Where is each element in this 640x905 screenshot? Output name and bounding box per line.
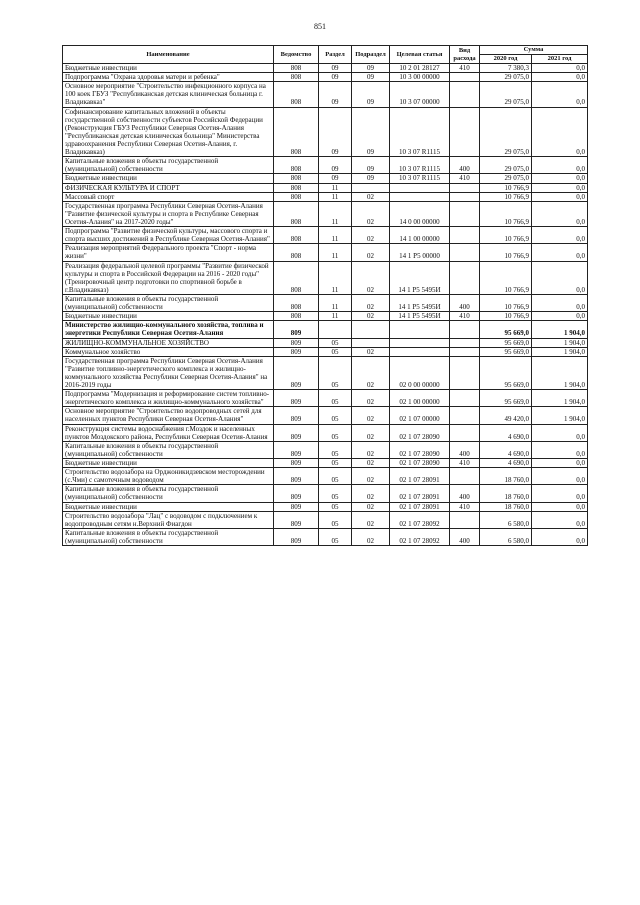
table-row xyxy=(63,201,588,226)
row-subsection: 02 xyxy=(352,485,390,502)
row-subsection: 02 xyxy=(352,468,390,485)
row-section: 11 xyxy=(319,201,352,226)
row-expense-type xyxy=(450,192,480,201)
row-expense-type: 410 xyxy=(450,459,480,468)
row-ministry: 809 xyxy=(274,502,319,511)
row-section: 05 xyxy=(319,441,352,458)
row-section: 05 xyxy=(319,511,352,528)
row-expense-type: 400 xyxy=(450,441,480,458)
row-sum-2021: 1 904,0 xyxy=(532,338,588,347)
row-expense-type xyxy=(450,183,480,192)
row-name: Коммунальное хозяйство xyxy=(63,347,274,356)
row-sum-2021: 0,0 xyxy=(532,174,588,183)
row-target: 14 0 00 00000 xyxy=(390,201,450,226)
row-sum-2021: 0,0 xyxy=(532,183,588,192)
row-subsection: 02 xyxy=(352,312,390,321)
header-year-2020: 2020 год xyxy=(480,55,532,64)
row-sum-2020: 49 420,0 xyxy=(480,407,532,424)
row-name: Бюджетные инвестиции xyxy=(63,64,274,73)
row-sum-2021: 0,0 xyxy=(532,441,588,458)
row-expense-type xyxy=(450,73,480,82)
row-section: 11 xyxy=(319,227,352,244)
row-sum-2021: 0,0 xyxy=(532,468,588,485)
row-target xyxy=(390,183,450,192)
row-target: 02 1 07 28091 xyxy=(390,485,450,502)
row-section: 05 xyxy=(319,502,352,511)
row-sum-2020: 95 669,0 xyxy=(480,338,532,347)
row-sum-2020: 29 075,0 xyxy=(480,157,532,174)
row-expense-type: 410 xyxy=(450,174,480,183)
row-name: Подпрограмма "Развитие физической культуры, массового спорта и спорта высших достижений в Республике Северная Осетия-Алания" xyxy=(63,227,274,244)
row-ministry: 808 xyxy=(274,107,319,157)
row-subsection: 02 xyxy=(352,390,390,407)
row-ministry: 809 xyxy=(274,338,319,347)
row-subsection: 02 xyxy=(352,192,390,201)
row-subsection: 02 xyxy=(352,261,390,294)
row-sum-2021: 0,0 xyxy=(532,64,588,73)
row-section: 11 xyxy=(319,244,352,261)
row-target: 14 1 P5 5495И xyxy=(390,312,450,321)
row-sum-2021: 0,0 xyxy=(532,459,588,468)
row-target: 02 1 07 28090 xyxy=(390,441,450,458)
table-row xyxy=(63,347,588,356)
table-row xyxy=(63,321,588,338)
header-target: Целевая статья xyxy=(390,46,450,64)
row-name: Бюджетные инвестиции xyxy=(63,312,274,321)
row-ministry: 809 xyxy=(274,347,319,356)
table-row xyxy=(63,528,588,545)
row-subsection: 02 xyxy=(352,424,390,441)
row-sum-2020: 10 766,9 xyxy=(480,227,532,244)
row-ministry: 808 xyxy=(274,294,319,311)
row-name: Реконструкция системы водоснабжения г.Моздок и населенных пунктов Моздокского района, Республики Северная Осетия-Алания xyxy=(63,424,274,441)
row-target xyxy=(390,347,450,356)
row-expense-type: 400 xyxy=(450,528,480,545)
row-sum-2020: 10 766,9 xyxy=(480,183,532,192)
row-sum-2020: 10 766,9 xyxy=(480,261,532,294)
row-expense-type xyxy=(450,321,480,338)
row-section: 05 xyxy=(319,424,352,441)
row-expense-type xyxy=(450,107,480,157)
row-sum-2021: 0,0 xyxy=(532,502,588,511)
row-name: Капитальные вложения в объекты государственной (муниципальной) собственности xyxy=(63,485,274,502)
row-sum-2020: 10 766,9 xyxy=(480,201,532,226)
row-sum-2020: 29 075,0 xyxy=(480,73,532,82)
row-ministry: 808 xyxy=(274,192,319,201)
table-row xyxy=(63,424,588,441)
row-sum-2021: 1 904,0 xyxy=(532,347,588,356)
row-subsection: 09 xyxy=(352,174,390,183)
row-target: 02 0 00 00000 xyxy=(390,356,450,389)
row-sum-2021: 0,0 xyxy=(532,227,588,244)
row-name: Строительство водозабора на Орджоникидзевском месторождении (с.Чми) с самотечным водоводом xyxy=(63,468,274,485)
row-sum-2020: 18 760,0 xyxy=(480,485,532,502)
row-sum-2021: 0,0 xyxy=(532,82,588,107)
row-ministry: 808 xyxy=(274,261,319,294)
row-subsection: 02 xyxy=(352,201,390,226)
row-name: Основное мероприятие "Строительство водопроводных сетей для населенных пунктов Республики Северная Осетия-Алания" xyxy=(63,407,274,424)
row-subsection: 09 xyxy=(352,107,390,157)
row-sum-2020: 4 690,0 xyxy=(480,441,532,458)
row-subsection: 02 xyxy=(352,356,390,389)
row-sum-2020: 4 690,0 xyxy=(480,459,532,468)
table-row xyxy=(63,407,588,424)
row-section: 05 xyxy=(319,459,352,468)
table-row xyxy=(63,485,588,502)
row-name: ЖИЛИЩНО-КОММУНАЛЬНОЕ ХОЗЯЙСТВО xyxy=(63,338,274,347)
table-row xyxy=(63,468,588,485)
row-section: 09 xyxy=(319,82,352,107)
row-expense-type xyxy=(450,261,480,294)
row-expense-type xyxy=(450,511,480,528)
row-target: 02 1 07 28091 xyxy=(390,502,450,511)
table-row xyxy=(63,64,588,73)
row-name: Бюджетные инвестиции xyxy=(63,459,274,468)
row-name: ФИЗИЧЕСКАЯ КУЛЬТУРА И СПОРТ xyxy=(63,183,274,192)
table-row xyxy=(63,511,588,528)
row-name: Основное мероприятие "Строительство инфекционного корпуса на 100 коек ГБУЗ "Республиканская детская клиническая больница г. Владикавказ" xyxy=(63,82,274,107)
row-section: 09 xyxy=(319,157,352,174)
row-subsection: 02 xyxy=(352,441,390,458)
page-number: 851 xyxy=(314,22,326,31)
row-ministry: 808 xyxy=(274,201,319,226)
row-sum-2020: 95 669,0 xyxy=(480,347,532,356)
row-subsection: 02 xyxy=(352,502,390,511)
row-ministry: 809 xyxy=(274,459,319,468)
row-target: 10 3 07 R1115 xyxy=(390,157,450,174)
table-row xyxy=(63,294,588,311)
table-row xyxy=(63,356,588,389)
row-ministry: 808 xyxy=(274,157,319,174)
row-target: 14 1 P5 5495И xyxy=(390,261,450,294)
row-sum-2020: 95 669,0 xyxy=(480,390,532,407)
row-section: 05 xyxy=(319,347,352,356)
row-name: Софинансирование капитальных вложений в объекты государственной собственности субъектов Российской Федерации (Реконструкция ГБУЗ Республики Северная Осетия-Алания "Республиканская детская клиническая больница" Министерства здравоохранения Республики Северная Осетия-Алания, г. Владикавказ) xyxy=(63,107,274,157)
row-section: 05 xyxy=(319,390,352,407)
table-row xyxy=(63,390,588,407)
table-row xyxy=(63,192,588,201)
row-subsection: 02 xyxy=(352,227,390,244)
row-target xyxy=(390,192,450,201)
row-sum-2021: 0,0 xyxy=(532,157,588,174)
row-subsection: 02 xyxy=(352,459,390,468)
row-ministry: 808 xyxy=(274,227,319,244)
row-section: 05 xyxy=(319,407,352,424)
row-ministry: 809 xyxy=(274,390,319,407)
row-section: 11 xyxy=(319,192,352,201)
row-subsection: 02 xyxy=(352,294,390,311)
row-sum-2020: 6 580,0 xyxy=(480,511,532,528)
table-row xyxy=(63,441,588,458)
header-section: Раздел xyxy=(319,46,352,64)
row-sum-2021: 0,0 xyxy=(532,244,588,261)
row-name: Капитальные вложения в объекты государственной (муниципальной) собственности xyxy=(63,441,274,458)
budget-table xyxy=(62,45,588,546)
row-sum-2021: 0,0 xyxy=(532,528,588,545)
row-name: Государственная программа Республики Северная Осетия-Алания "Развитие физической культуры и спорта в Республике Северная Осетия-Алания" на 2017-2020 годы" xyxy=(63,201,274,226)
header-sum: Сумма xyxy=(480,46,588,55)
row-target: 02 1 07 00000 xyxy=(390,407,450,424)
row-name: Строительство водозабора "Лац" с водоводом с подключением к водопроводным сетям н.Верхний Фиагдон xyxy=(63,511,274,528)
table-row xyxy=(63,183,588,192)
row-ministry: 809 xyxy=(274,528,319,545)
row-subsection: 02 xyxy=(352,347,390,356)
table-row xyxy=(63,227,588,244)
row-name: Министерство жилищно-коммунального хозяйства, топлива и энергетики Республики Северная Осетия-Алания xyxy=(63,321,274,338)
row-section: 09 xyxy=(319,73,352,82)
row-sum-2020: 18 760,0 xyxy=(480,502,532,511)
row-target: 10 3 00 00000 xyxy=(390,73,450,82)
row-subsection xyxy=(352,183,390,192)
row-expense-type xyxy=(450,244,480,261)
row-ministry: 809 xyxy=(274,321,319,338)
row-expense-type: 400 xyxy=(450,485,480,502)
row-name: Бюджетные инвестиции xyxy=(63,502,274,511)
row-sum-2021: 0,0 xyxy=(532,192,588,201)
row-sum-2021: 0,0 xyxy=(532,424,588,441)
row-expense-type xyxy=(450,390,480,407)
row-expense-type: 410 xyxy=(450,312,480,321)
row-ministry: 808 xyxy=(274,174,319,183)
row-expense-type xyxy=(450,201,480,226)
row-name: Капитальные вложения в объекты государственной (муниципальной) собственности xyxy=(63,528,274,545)
row-target: 10 3 07 00000 xyxy=(390,82,450,107)
table-row xyxy=(63,73,588,82)
row-expense-type xyxy=(450,227,480,244)
row-subsection: 02 xyxy=(352,511,390,528)
row-target: 14 1 P5 5495И xyxy=(390,294,450,311)
row-name: Государственная программа Республики Северная Осетия-Алания "Развитие топливно-энергетического комплекса и жилищно-коммунального хозяйства Республики Северная Осетия-Алания" на 2016-2019 годы xyxy=(63,356,274,389)
row-target: 10 2 01 28127 xyxy=(390,64,450,73)
row-section: 11 xyxy=(319,183,352,192)
row-section: 11 xyxy=(319,294,352,311)
row-target: 14 1 P5 00000 xyxy=(390,244,450,261)
row-target: 02 1 07 28091 xyxy=(390,468,450,485)
row-sum-2021: 0,0 xyxy=(532,312,588,321)
row-sum-2020: 4 690,0 xyxy=(480,424,532,441)
row-subsection: 02 xyxy=(352,244,390,261)
row-sum-2021: 0,0 xyxy=(532,485,588,502)
row-sum-2021: 1 904,0 xyxy=(532,321,588,338)
row-ministry: 809 xyxy=(274,441,319,458)
row-target xyxy=(390,321,450,338)
row-section: 05 xyxy=(319,485,352,502)
row-expense-type xyxy=(450,338,480,347)
row-name: Массовый спорт xyxy=(63,192,274,201)
row-target: 02 1 07 28092 xyxy=(390,528,450,545)
row-ministry: 808 xyxy=(274,64,319,73)
row-ministry: 808 xyxy=(274,82,319,107)
row-sum-2020: 95 669,0 xyxy=(480,321,532,338)
row-section xyxy=(319,321,352,338)
row-name: Реализация мероприятий Федерального проекта "Спорт - норма жизни" xyxy=(63,244,274,261)
row-ministry: 809 xyxy=(274,424,319,441)
row-sum-2021: 0,0 xyxy=(532,294,588,311)
row-name: Капитальные вложения в объекты государственной (муниципальной) собственности xyxy=(63,157,274,174)
row-sum-2021: 1 904,0 xyxy=(532,407,588,424)
row-expense-type xyxy=(450,407,480,424)
row-expense-type: 410 xyxy=(450,64,480,73)
row-sum-2020: 29 075,0 xyxy=(480,107,532,157)
row-section: 11 xyxy=(319,312,352,321)
row-sum-2021: 1 904,0 xyxy=(532,390,588,407)
row-expense-type xyxy=(450,468,480,485)
row-sum-2020: 29 075,0 xyxy=(480,82,532,107)
row-section: 05 xyxy=(319,468,352,485)
table-row xyxy=(63,261,588,294)
row-expense-type: 410 xyxy=(450,502,480,511)
row-ministry: 809 xyxy=(274,511,319,528)
row-sum-2020: 29 075,0 xyxy=(480,174,532,183)
row-expense-type: 400 xyxy=(450,294,480,311)
row-sum-2020: 7 380,3 xyxy=(480,64,532,73)
table-row xyxy=(63,157,588,174)
header-subsection: Подраздел xyxy=(352,46,390,64)
row-section: 05 xyxy=(319,338,352,347)
row-ministry: 808 xyxy=(274,73,319,82)
row-sum-2021: 0,0 xyxy=(532,73,588,82)
row-sum-2020: 10 766,9 xyxy=(480,294,532,311)
row-subsection xyxy=(352,321,390,338)
row-expense-type xyxy=(450,347,480,356)
row-name: Капитальные вложения в объекты государственной (муниципальной) собственности xyxy=(63,294,274,311)
row-section: 11 xyxy=(319,261,352,294)
row-target: 02 1 07 28090 xyxy=(390,459,450,468)
header-ministry: Ведомство xyxy=(274,46,319,64)
header-name: Наименование xyxy=(63,46,274,64)
row-sum-2020: 95 669,0 xyxy=(480,356,532,389)
row-sum-2021: 0,0 xyxy=(532,107,588,157)
row-subsection: 09 xyxy=(352,157,390,174)
row-sum-2020: 18 760,0 xyxy=(480,468,532,485)
row-target: 02 1 07 28092 xyxy=(390,511,450,528)
row-sum-2021: 0,0 xyxy=(532,511,588,528)
row-name: Бюджетные инвестиции xyxy=(63,174,274,183)
table-row xyxy=(63,312,588,321)
row-sum-2021: 0,0 xyxy=(532,201,588,226)
row-name: Реализация федеральной целевой программы "Развитие физической культуры и спорта в Российской Федерации на 2016 - 2020 годы"(Тренировочный центр подготовки по спортивной борьбе в г.Владикавказ) xyxy=(63,261,274,294)
row-name: Подпрограмма "Модернизация и реформирование систем топливно-энергетического комплекса и жилищно-коммунального хозяйства" xyxy=(63,390,274,407)
row-section: 09 xyxy=(319,107,352,157)
header-expense-type: Вид расхода xyxy=(450,46,480,64)
table-row xyxy=(63,107,588,157)
row-sum-2020: 10 766,9 xyxy=(480,192,532,201)
row-ministry: 809 xyxy=(274,485,319,502)
row-target: 10 3 07 R1115 xyxy=(390,107,450,157)
row-expense-type xyxy=(450,356,480,389)
row-subsection: 09 xyxy=(352,64,390,73)
row-ministry: 808 xyxy=(274,244,319,261)
row-ministry: 808 xyxy=(274,312,319,321)
row-section: 05 xyxy=(319,528,352,545)
table-row xyxy=(63,244,588,261)
row-subsection: 02 xyxy=(352,528,390,545)
row-expense-type xyxy=(450,82,480,107)
row-sum-2020: 10 766,9 xyxy=(480,312,532,321)
row-target xyxy=(390,338,450,347)
row-ministry: 809 xyxy=(274,468,319,485)
row-sum-2021: 0,0 xyxy=(532,261,588,294)
row-ministry: 809 xyxy=(274,356,319,389)
row-expense-type: 400 xyxy=(450,157,480,174)
table-row xyxy=(63,502,588,511)
row-sum-2021: 1 904,0 xyxy=(532,356,588,389)
row-section: 09 xyxy=(319,64,352,73)
row-subsection: 09 xyxy=(352,82,390,107)
row-ministry: 809 xyxy=(274,407,319,424)
header-year-2021: 2021 год xyxy=(532,55,588,64)
row-subsection: 09 xyxy=(352,73,390,82)
row-target: 14 1 00 00000 xyxy=(390,227,450,244)
table-row xyxy=(63,459,588,468)
row-subsection: 02 xyxy=(352,407,390,424)
row-name: Подпрограмма "Охрана здоровья матери и ребенка" xyxy=(63,73,274,82)
row-ministry: 808 xyxy=(274,183,319,192)
row-sum-2020: 6 580,0 xyxy=(480,528,532,545)
row-subsection xyxy=(352,338,390,347)
table-row xyxy=(63,174,588,183)
row-expense-type xyxy=(450,424,480,441)
row-section: 09 xyxy=(319,174,352,183)
row-sum-2020: 10 766,9 xyxy=(480,244,532,261)
table-row xyxy=(63,338,588,347)
row-section: 05 xyxy=(319,356,352,389)
row-target: 10 3 07 R1115 xyxy=(390,174,450,183)
row-target: 02 1 00 00000 xyxy=(390,390,450,407)
table-row xyxy=(63,82,588,107)
row-target: 02 1 07 28090 xyxy=(390,424,450,441)
